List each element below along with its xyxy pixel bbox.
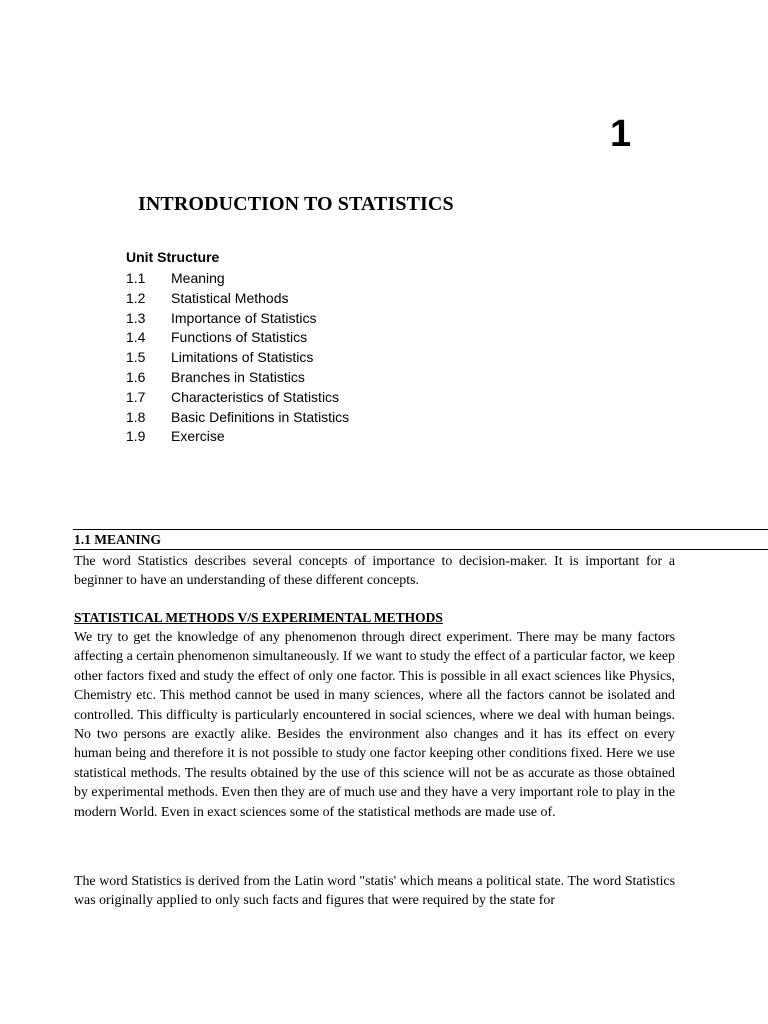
section-heading-methods: STATISTICAL METHODS V/S EXPERIMENTAL METHODS bbox=[74, 610, 443, 625]
unit-item-label: Basic Definitions in Statistics bbox=[171, 408, 350, 425]
chapter-number: 1 bbox=[610, 113, 632, 155]
unit-item-label: Importance of Statistics bbox=[171, 309, 317, 326]
unit-item bbox=[126, 308, 546, 328]
unit-item bbox=[126, 367, 546, 387]
unit-item-number: 1.3 bbox=[126, 309, 146, 326]
unit-item-label: Branches in Statistics bbox=[171, 368, 305, 385]
unit-item-number: 1.9 bbox=[126, 428, 146, 445]
unit-item-label: Limitations of Statistics bbox=[171, 349, 314, 366]
chapter-title: INTRODUCTION TO STATISTICS bbox=[138, 193, 454, 215]
methods-paragraph: We try to get the knowledge of any phenomenon through direct experiment. There may be many factors affecting a certain phenomenon simultaneously. If we want to study the effect of a particular factor, we keep other factors fixed and study the effect of only one factor. This is possible in all exact sciences like Physics, Chemistry etc. This method cannot be used in many sciences, where all the factors cannot be isolated and controlled. This difficulty is particularly encountered in social sciences, where we deal with human beings. No two persons are exactly alike. Besides the environment also changes and it has its effect on every human being and therefore it is not possible to study one factor keeping other conditions fixed. Here we use statistical methods. The results obtained by the use of this science will not be as accurate as those obtained by experimental methods. Even then they are of much use and they have a very important role to play in the modern World. Even in exact sciences some of the statistical methods are made use of. bbox=[74, 630, 675, 820]
unit-item bbox=[126, 288, 546, 308]
unit-item-label: Meaning bbox=[171, 270, 225, 286]
unit-item-number: 1.6 bbox=[126, 368, 146, 385]
unit-item bbox=[126, 426, 546, 446]
meaning-paragraph: The word Statistics describes several concepts of importance to decision-maker. It is important for a beginner to have an understanding of these different concepts. bbox=[74, 554, 675, 589]
unit-structure-list bbox=[126, 268, 546, 446]
unit-item-number: 1.5 bbox=[126, 349, 146, 366]
origin-paragraph: The word Statistics is derived from the Latin word "statis' which means a political state. The word Statistics was originally applied to only such facts and figures that were required by the state for bbox=[74, 874, 675, 909]
section-rule-top bbox=[73, 529, 768, 530]
unit-item bbox=[126, 268, 546, 288]
unit-item bbox=[126, 407, 546, 427]
section-rule-bottom bbox=[73, 549, 768, 550]
unit-item-label: Functions of Statistics bbox=[171, 329, 308, 346]
section-heading-meaning: 1.1 MEANING bbox=[74, 532, 161, 547]
unit-structure bbox=[126, 248, 546, 446]
unit-item bbox=[126, 327, 546, 347]
unit-item bbox=[126, 387, 546, 407]
unit-item-label: Statistical Methods bbox=[171, 289, 289, 306]
unit-item bbox=[126, 347, 546, 367]
unit-item-label: Exercise bbox=[171, 428, 225, 445]
unit-item-number: 1.1 bbox=[126, 270, 146, 286]
unit-structure-heading: Unit Structure bbox=[126, 249, 220, 265]
unit-item-number: 1.4 bbox=[126, 329, 146, 346]
unit-item-number: 1.2 bbox=[126, 289, 146, 306]
unit-item-label: Characteristics of Statistics bbox=[171, 388, 340, 405]
unit-item-number: 1.8 bbox=[126, 408, 146, 425]
unit-item-number: 1.7 bbox=[126, 388, 146, 405]
